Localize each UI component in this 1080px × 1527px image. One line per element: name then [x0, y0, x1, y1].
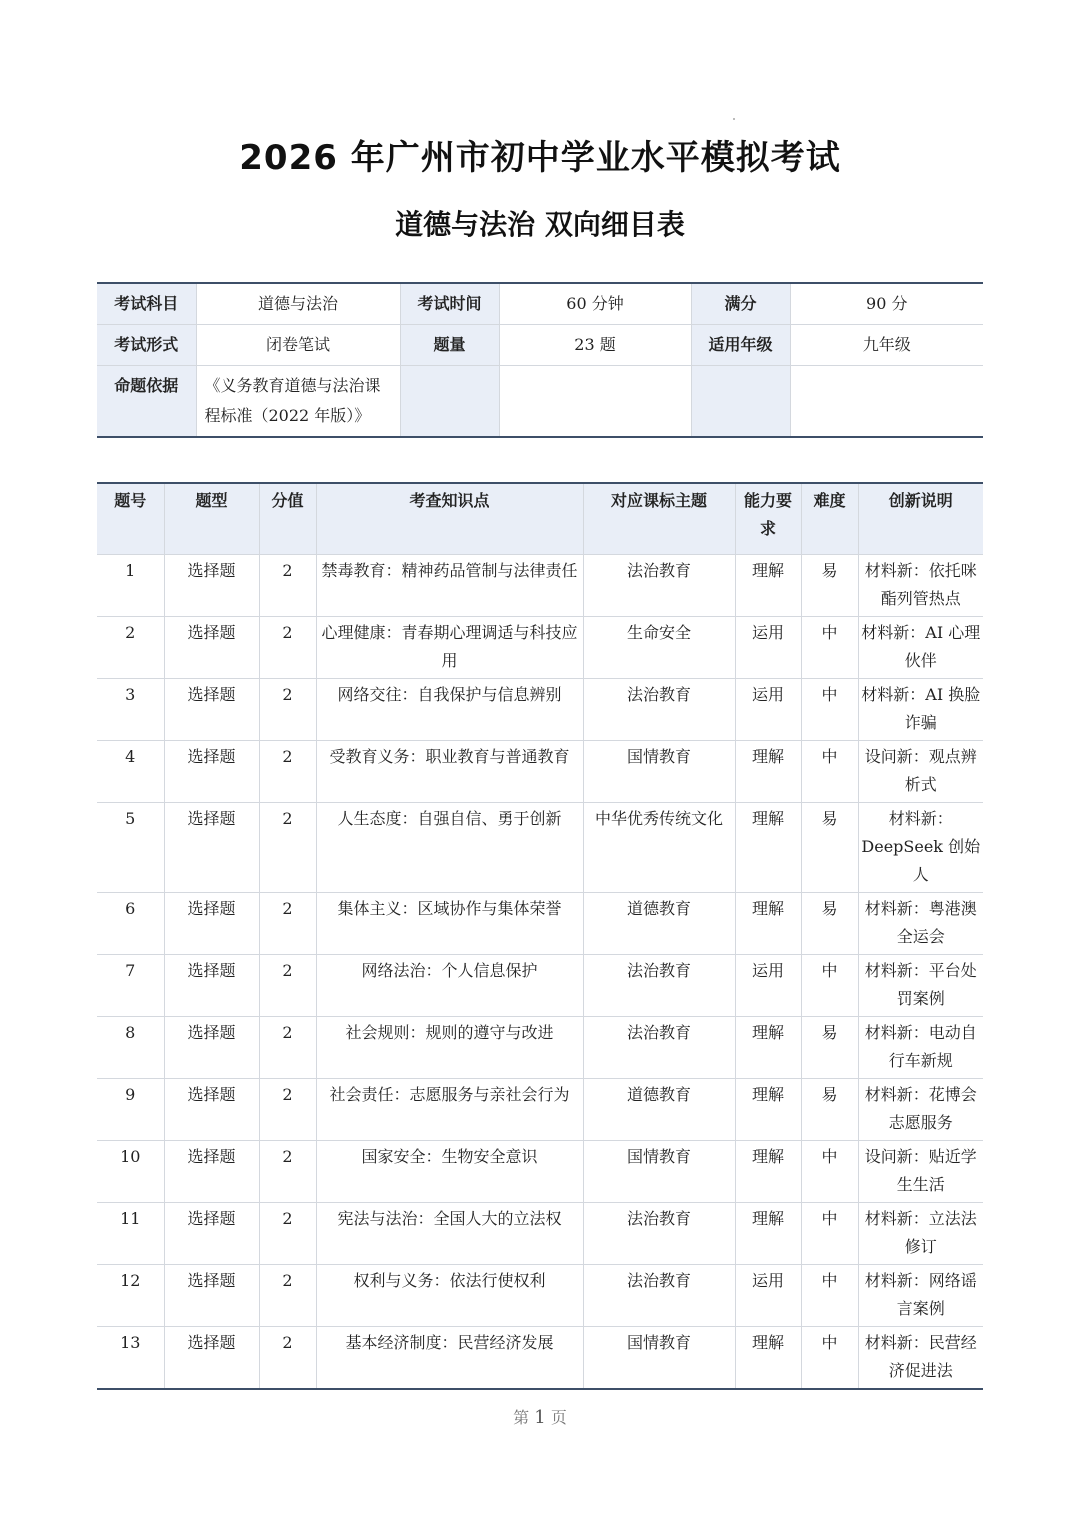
basis-value: 《义务教育道德与法治课程标准（2022 年版）》 — [196, 366, 400, 438]
knowledge-point: 禁毒教育：精神药品管制与法律责任 — [316, 555, 583, 617]
item-type: 选择题 — [164, 555, 259, 617]
ability-level: 理解 — [735, 741, 801, 803]
curriculum-theme: 法治教育 — [583, 955, 735, 1017]
knowledge-point: 社会责任：志愿服务与亲社会行为 — [316, 1079, 583, 1141]
item-number: 1 — [97, 555, 164, 617]
knowledge-point: 网络法治：个人信息保护 — [316, 955, 583, 1017]
knowledge-point: 基本经济制度：民营经济发展 — [316, 1327, 583, 1390]
item-score: 2 — [259, 893, 316, 955]
table-row — [97, 741, 983, 803]
score-label: 满分 — [691, 283, 790, 325]
col-header: 题型 — [164, 483, 259, 555]
difficulty: 易 — [801, 893, 858, 955]
difficulty: 易 — [801, 1017, 858, 1079]
footer-prefix: 第 — [513, 1408, 530, 1427]
empty-cell — [691, 366, 790, 438]
innovation-note: 材料新：粤港澳全运会 — [858, 893, 983, 955]
difficulty: 易 — [801, 1079, 858, 1141]
item-number: 6 — [97, 893, 164, 955]
item-score: 2 — [259, 1079, 316, 1141]
empty-cell — [790, 366, 983, 438]
difficulty: 中 — [801, 1265, 858, 1327]
difficulty: 中 — [801, 1203, 858, 1265]
innovation-note: 材料新：民营经济促进法 — [858, 1327, 983, 1390]
innovation-note: 材料新：平台处罚案例 — [858, 955, 983, 1017]
table-row — [97, 617, 983, 679]
curriculum-theme: 道德教育 — [583, 893, 735, 955]
knowledge-point: 网络交往：自我保护与信息辨别 — [316, 679, 583, 741]
curriculum-theme: 法治教育 — [583, 555, 735, 617]
curriculum-theme: 中华优秀传统文化 — [583, 803, 735, 893]
curriculum-theme: 法治教育 — [583, 1017, 735, 1079]
innovation-note: 材料新：依托咪酯列管热点 — [858, 555, 983, 617]
item-type: 选择题 — [164, 1265, 259, 1327]
item-score: 2 — [259, 555, 316, 617]
item-number: 13 — [97, 1327, 164, 1390]
table-row — [97, 679, 983, 741]
difficulty: 中 — [801, 1327, 858, 1390]
item-type: 选择题 — [164, 955, 259, 1017]
curriculum-theme: 道德教育 — [583, 1079, 735, 1141]
knowledge-point: 社会规则：规则的遵守与改进 — [316, 1017, 583, 1079]
col-header: 难度 — [801, 483, 858, 555]
item-number: 7 — [97, 955, 164, 1017]
item-score: 2 — [259, 1327, 316, 1390]
innovation-note: 材料新：花博会志愿服务 — [858, 1079, 983, 1141]
table-row — [97, 803, 983, 893]
time-value: 60 分钟 — [499, 283, 691, 325]
curriculum-theme: 法治教育 — [583, 679, 735, 741]
basis-label: 命题依据 — [97, 366, 196, 438]
innovation-note: 材料新：电动自行车新规 — [858, 1017, 983, 1079]
stray-dot — [733, 118, 735, 120]
table-body — [97, 555, 983, 1390]
table-row — [97, 1079, 983, 1141]
col-header: 对应课标主题 — [583, 483, 735, 555]
item-score: 2 — [259, 1017, 316, 1079]
col-header: 能力要求 — [735, 483, 801, 555]
item-type: 选择题 — [164, 741, 259, 803]
ability-level: 运用 — [735, 955, 801, 1017]
count-value: 23 题 — [499, 325, 691, 366]
item-score: 2 — [259, 955, 316, 1017]
ability-level: 理解 — [735, 555, 801, 617]
knowledge-point: 心理健康：青春期心理调适与科技应用 — [316, 617, 583, 679]
knowledge-point: 受教育义务：职业教育与普通教育 — [316, 741, 583, 803]
empty-cell — [400, 366, 499, 438]
score-value: 90 分 — [790, 283, 983, 325]
item-number: 8 — [97, 1017, 164, 1079]
innovation-note: 材料新：DeepSeek 创始人 — [858, 803, 983, 893]
item-score: 2 — [259, 741, 316, 803]
item-number: 9 — [97, 1079, 164, 1141]
item-number: 5 — [97, 803, 164, 893]
page-title: 2026 年广州市初中学业水平模拟考试 — [239, 138, 841, 178]
ability-level: 理解 — [735, 1017, 801, 1079]
info-row — [97, 325, 983, 366]
knowledge-point: 集体主义：区域协作与集体荣誉 — [316, 893, 583, 955]
col-header: 考查知识点 — [316, 483, 583, 555]
curriculum-theme: 国情教育 — [583, 1141, 735, 1203]
subject-value: 道德与法治 — [196, 283, 400, 325]
ability-level: 运用 — [735, 617, 801, 679]
item-type: 选择题 — [164, 1203, 259, 1265]
innovation-note: 设问新：观点辨析式 — [858, 741, 983, 803]
difficulty: 易 — [801, 803, 858, 893]
item-type: 选择题 — [164, 1017, 259, 1079]
ability-level: 理解 — [735, 1203, 801, 1265]
curriculum-theme: 法治教育 — [583, 1203, 735, 1265]
item-number: 4 — [97, 741, 164, 803]
item-score: 2 — [259, 1265, 316, 1327]
table-row — [97, 1203, 983, 1265]
form-label: 考试形式 — [97, 325, 196, 366]
difficulty: 中 — [801, 679, 858, 741]
item-score: 2 — [259, 617, 316, 679]
curriculum-theme: 国情教育 — [583, 1327, 735, 1390]
item-number: 12 — [97, 1265, 164, 1327]
subject-label: 考试科目 — [97, 283, 196, 325]
ability-level: 运用 — [735, 1265, 801, 1327]
item-type: 选择题 — [164, 1079, 259, 1141]
table-row — [97, 1141, 983, 1203]
item-type: 选择题 — [164, 893, 259, 955]
form-value: 闭卷笔试 — [196, 325, 400, 366]
item-detail-table — [97, 482, 983, 1390]
page-number: 1 — [534, 1407, 546, 1428]
ability-level: 理解 — [735, 1079, 801, 1141]
ability-level: 运用 — [735, 679, 801, 741]
innovation-note: 材料新：网络谣言案例 — [858, 1265, 983, 1327]
ability-level: 理解 — [735, 1327, 801, 1390]
innovation-note: 设问新：贴近学生生活 — [858, 1141, 983, 1203]
col-header: 创新说明 — [858, 483, 983, 555]
item-type: 选择题 — [164, 1327, 259, 1390]
item-number: 10 — [97, 1141, 164, 1203]
table-row — [97, 955, 983, 1017]
grade-label: 适用年级 — [691, 325, 790, 366]
table-row — [97, 893, 983, 955]
knowledge-point: 国家安全：生物安全意识 — [316, 1141, 583, 1203]
curriculum-theme: 生命安全 — [583, 617, 735, 679]
item-score: 2 — [259, 1203, 316, 1265]
innovation-note: 材料新：立法法修订 — [858, 1203, 983, 1265]
grade-value: 九年级 — [790, 325, 983, 366]
page-subtitle: 道德与法治 双向细目表 — [395, 208, 685, 241]
empty-cell — [499, 366, 691, 438]
difficulty: 中 — [801, 741, 858, 803]
knowledge-point: 人生态度：自强自信、勇于创新 — [316, 803, 583, 893]
item-type: 选择题 — [164, 617, 259, 679]
item-score: 2 — [259, 679, 316, 741]
table-row — [97, 1265, 983, 1327]
info-row — [97, 283, 983, 325]
difficulty: 中 — [801, 617, 858, 679]
footer-suffix: 页 — [550, 1408, 567, 1427]
knowledge-point: 宪法与法治：全国人大的立法权 — [316, 1203, 583, 1265]
table-row — [97, 1017, 983, 1079]
knowledge-point: 权利与义务：依法行使权利 — [316, 1265, 583, 1327]
curriculum-theme: 法治教育 — [583, 1265, 735, 1327]
curriculum-theme: 国情教育 — [583, 741, 735, 803]
info-row — [97, 366, 983, 438]
difficulty: 中 — [801, 1141, 858, 1203]
innovation-note: 材料新：AI 心理伙伴 — [858, 617, 983, 679]
table-row — [97, 555, 983, 617]
col-header: 题号 — [97, 483, 164, 555]
item-score: 2 — [259, 803, 316, 893]
item-number: 2 — [97, 617, 164, 679]
item-number: 11 — [97, 1203, 164, 1265]
ability-level: 理解 — [735, 803, 801, 893]
item-number: 3 — [97, 679, 164, 741]
page-footer — [0, 1405, 1080, 1428]
item-type: 选择题 — [164, 803, 259, 893]
item-score: 2 — [259, 1141, 316, 1203]
item-type: 选择题 — [164, 679, 259, 741]
item-type: 选择题 — [164, 1141, 259, 1203]
exam-info-table — [97, 282, 983, 438]
col-header: 分值 — [259, 483, 316, 555]
table-header-row — [97, 483, 983, 555]
difficulty: 中 — [801, 955, 858, 1017]
table-row — [97, 1327, 983, 1390]
innovation-note: 材料新：AI 换脸诈骗 — [858, 679, 983, 741]
difficulty: 易 — [801, 555, 858, 617]
time-label: 考试时间 — [400, 283, 499, 325]
ability-level: 理解 — [735, 893, 801, 955]
count-label: 题量 — [400, 325, 499, 366]
ability-level: 理解 — [735, 1141, 801, 1203]
